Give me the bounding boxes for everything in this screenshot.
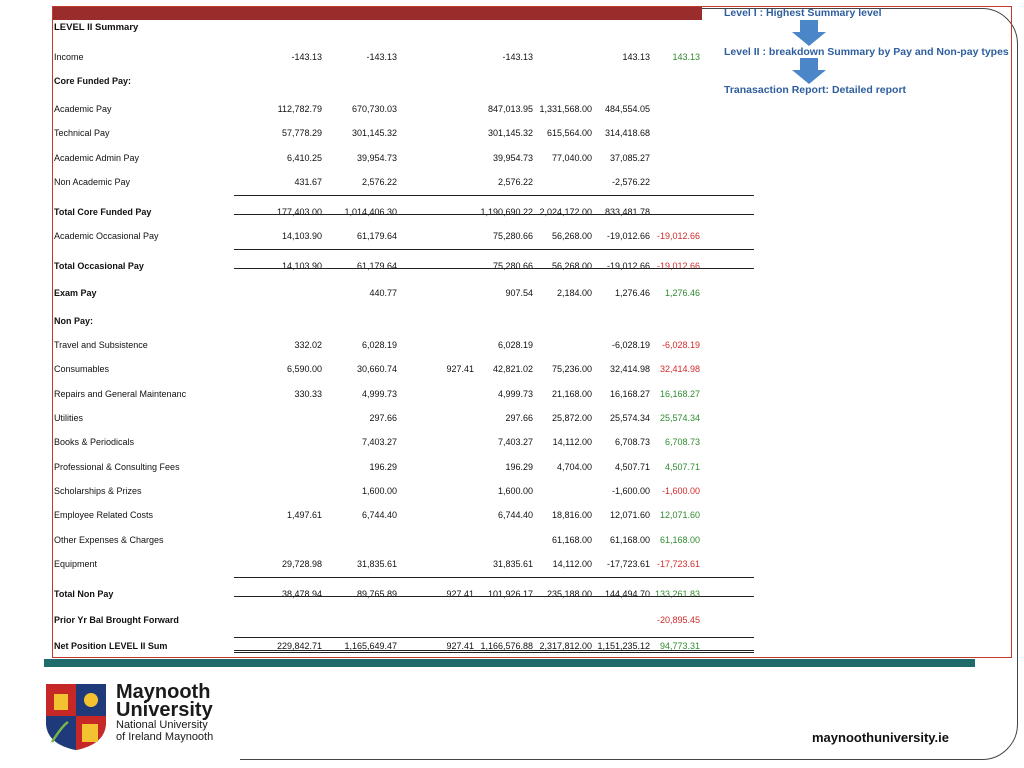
- cell-col-7: -19,012.66: [656, 261, 700, 271]
- cell-col-2: 670,730.03: [351, 104, 397, 114]
- slide-margin: [0, 0, 52, 768]
- table-rule: [234, 637, 754, 638]
- arrow-down-icon: [792, 20, 826, 46]
- cell-col-2: 39,954.73: [356, 153, 397, 163]
- cell-col-2: 301,145.32: [351, 128, 397, 138]
- cell-col-4: 1,190,690.22: [480, 207, 533, 217]
- cell-col-1: -143.13: [291, 52, 322, 62]
- cell-col-1: 14,103.90: [281, 231, 322, 241]
- cell-col-2: -143.13: [366, 52, 397, 62]
- cell-col-5: 14,112.00: [552, 559, 592, 569]
- row-label: Academic Admin Pay: [54, 153, 140, 163]
- cell-col-3: 927.41: [446, 589, 474, 599]
- table-rule: [234, 249, 754, 250]
- table-rule: [234, 214, 754, 215]
- cell-col-4: 6,028.19: [497, 340, 533, 350]
- cell-col-7: 143.13: [672, 52, 700, 62]
- cell-col-1: 1,497.61: [286, 510, 322, 520]
- cell-col-2: 1,014,406.30: [344, 207, 397, 217]
- row-label: Non Pay:: [54, 316, 94, 326]
- cell-col-6: 144,494.70: [604, 589, 650, 599]
- row-label: Non Academic Pay: [54, 177, 131, 187]
- row-label: Other Expenses & Charges: [54, 535, 164, 545]
- cell-col-4: 7,403.27: [497, 437, 533, 447]
- university-crest-icon: [44, 682, 108, 752]
- logo-title-line2: University: [116, 699, 213, 721]
- cell-col-6: 6,708.73: [614, 437, 650, 447]
- cell-col-2: 2,576.22: [361, 177, 397, 187]
- cell-col-5: 2,184.00: [556, 288, 592, 298]
- cell-col-1: 177,403.00: [276, 207, 322, 217]
- cell-col-5: 21,168.00: [551, 389, 592, 399]
- cell-col-7: 25,574.34: [659, 413, 700, 423]
- cell-col-5: 2,024,172.00: [539, 207, 592, 217]
- table-rule: [234, 650, 754, 653]
- cell-col-1: 57,778.29: [281, 128, 322, 138]
- table-title: LEVEL II Summary: [54, 22, 139, 33]
- cell-col-1: 112,782.79: [277, 104, 322, 114]
- cell-col-5: 56,268.00: [551, 231, 592, 241]
- cell-col-1: 332.02: [294, 340, 322, 350]
- arrow-down-icon: [792, 58, 826, 84]
- legend-transaction: Tranasaction Report: Detailed report: [724, 84, 907, 96]
- level-ii-summary-table: [52, 20, 704, 651]
- row-label: Technical Pay: [54, 128, 110, 138]
- cell-col-3: 927.41: [446, 364, 474, 374]
- cell-col-1: 6,410.25: [286, 153, 322, 163]
- row-label: Academic Pay: [54, 104, 112, 114]
- cell-col-6: 1,151,235.12: [597, 641, 650, 651]
- cell-col-1: 29,728.98: [281, 559, 322, 569]
- cell-col-2: 196.29: [369, 462, 397, 472]
- row-label: Utilities: [54, 413, 84, 423]
- cell-col-4: 4,999.73: [497, 389, 533, 399]
- cell-col-4: 75,280.66: [492, 261, 533, 271]
- row-label: Total Occasional Pay: [54, 261, 144, 271]
- row-label: Total Core Funded Pay: [54, 207, 152, 217]
- cell-col-7: 133,261.83: [654, 589, 700, 599]
- cell-col-1: 330.33: [294, 389, 322, 399]
- cell-col-6: -19,012.66: [606, 261, 650, 271]
- table-rule: [234, 577, 754, 578]
- row-label: Consumables: [54, 364, 110, 374]
- cell-col-3: 927.41: [446, 641, 474, 651]
- cell-col-7: 4,507.71: [664, 462, 700, 472]
- cell-col-6: 12,071.60: [609, 510, 650, 520]
- cell-col-5: 14,112.00: [552, 437, 592, 447]
- legend-level2: Level II : breakdown Summary by Pay and Non-pay types: [724, 46, 1009, 58]
- cell-col-5: 2,317,812.00: [539, 641, 592, 651]
- logo-subtitle-line2: of Ireland Maynooth: [116, 731, 214, 743]
- cell-col-5: 1,331,568.00: [539, 104, 592, 114]
- table-rule: [234, 268, 754, 269]
- cell-col-5: 75,236.00: [551, 364, 592, 374]
- table-rule: [234, 195, 754, 196]
- logo-title-line1: Maynooth: [116, 681, 211, 703]
- cell-col-4: -143.13: [502, 52, 533, 62]
- cell-col-5: 615,564.00: [546, 128, 592, 138]
- cell-col-6: -19,012.66: [606, 231, 650, 241]
- cell-col-6: 25,574.34: [609, 413, 650, 423]
- cell-col-4: 39,954.73: [492, 153, 533, 163]
- cell-col-5: 25,872.00: [551, 413, 592, 423]
- row-label: Travel and Subsistence: [54, 340, 148, 350]
- cell-col-7: -1,600.00: [661, 486, 700, 496]
- cell-col-6: -6,028.19: [611, 340, 650, 350]
- row-label: Exam Pay: [54, 288, 97, 298]
- row-label: Books & Periodicals: [54, 437, 135, 447]
- cell-col-7: 6,708.73: [664, 437, 700, 447]
- cell-col-5: 18,816.00: [551, 510, 592, 520]
- cell-col-2: 31,835.61: [356, 559, 397, 569]
- cell-col-7: -6,028.19: [661, 340, 700, 350]
- cell-col-6: 16,168.27: [609, 389, 650, 399]
- row-label: Core Funded Pay:: [54, 76, 132, 86]
- cell-col-6: 1,276.46: [614, 288, 650, 298]
- row-label: Professional & Consulting Fees: [54, 462, 180, 472]
- header-bar: [53, 7, 702, 20]
- table-title-row: [52, 20, 704, 34]
- cell-col-4: 2,576.22: [497, 177, 533, 187]
- cell-col-5: 56,268.00: [551, 261, 592, 271]
- cell-col-1: 229,842.71: [276, 641, 322, 651]
- cell-col-2: 89,765.89: [356, 589, 397, 599]
- cell-col-1: 38,478.94: [281, 589, 322, 599]
- row-label: Repairs and General Maintenanc: [54, 389, 187, 399]
- cell-col-2: 6,744.40: [361, 510, 397, 520]
- cell-col-7: 61,168.00: [659, 535, 700, 545]
- cell-col-6: 4,507.71: [614, 462, 650, 472]
- cell-col-2: 30,660.74: [356, 364, 397, 374]
- row-label: Prior Yr Bal Brought Forward: [54, 615, 179, 625]
- cell-col-2: 6,028.19: [361, 340, 397, 350]
- cell-col-5: 77,040.00: [551, 153, 592, 163]
- cell-col-6: 61,168.00: [609, 535, 650, 545]
- cell-col-6: 32,414.98: [609, 364, 650, 374]
- row-label: Scholarships & Prizes: [54, 486, 142, 496]
- cell-col-6: -17,723.61: [606, 559, 650, 569]
- cell-col-6: 37,085.27: [609, 153, 650, 163]
- cell-col-6: -2,576.22: [611, 177, 650, 187]
- cell-col-7: -17,723.61: [656, 559, 700, 569]
- website-url[interactable]: maynoothuniversity.ie: [812, 730, 950, 745]
- cell-col-6: 143.13: [622, 52, 650, 62]
- cell-col-6: 833,481.78: [604, 207, 650, 217]
- row-label: Total Non Pay: [54, 589, 114, 599]
- cell-col-4: 1,166,576.88: [480, 641, 533, 651]
- row-label: Net Position LEVEL II Sum: [54, 641, 168, 651]
- cell-col-7: -20,895.45: [656, 615, 700, 625]
- cell-col-2: 297.66: [369, 413, 397, 423]
- row-label: Equipment: [54, 559, 98, 569]
- row-label: Income: [54, 52, 84, 62]
- cell-col-5: 4,704.00: [556, 462, 592, 472]
- cell-col-4: 1,600.00: [497, 486, 533, 496]
- cell-col-7: -19,012.66: [656, 231, 700, 241]
- cell-col-5: 235,188.00: [546, 589, 592, 599]
- row-label: Employee Related Costs: [54, 510, 154, 520]
- cell-col-4: 101,926.17: [487, 589, 533, 599]
- cell-col-2: 61,179.64: [356, 261, 397, 271]
- footer-bar: [44, 659, 975, 667]
- cell-col-6: 484,554.05: [604, 104, 650, 114]
- row-label: Academic Occasional Pay: [54, 231, 159, 241]
- cell-col-2: 1,165,649.47: [344, 641, 397, 651]
- cell-col-1: 6,590.00: [286, 364, 322, 374]
- cell-col-4: 42,821.02: [492, 364, 533, 374]
- cell-col-7: 16,168.27: [659, 389, 700, 399]
- cell-col-6: 314,418.68: [604, 128, 650, 138]
- cell-col-2: 1,600.00: [361, 486, 397, 496]
- cell-col-7: 12,071.60: [659, 510, 700, 520]
- cell-col-1: 431.67: [294, 177, 322, 187]
- cell-col-4: 301,145.32: [487, 128, 533, 138]
- cell-col-7: 94,773.31: [659, 641, 700, 651]
- cell-col-4: 847,013.95: [487, 104, 533, 114]
- cell-col-4: 6,744.40: [497, 510, 533, 520]
- legend-level1: Level I : Highest Summary level: [724, 7, 882, 19]
- cell-col-2: 4,999.73: [361, 389, 397, 399]
- university-logo-text: [116, 683, 213, 743]
- cell-col-2: 7,403.27: [361, 437, 397, 447]
- cell-col-4: 297.66: [505, 413, 533, 423]
- cell-col-2: 61,179.64: [356, 231, 397, 241]
- cell-col-4: 75,280.66: [492, 231, 533, 241]
- cell-col-6: -1,600.00: [611, 486, 650, 496]
- cell-col-2: 440.77: [369, 288, 397, 298]
- cell-col-5: 61,168.00: [551, 535, 592, 545]
- cell-col-4: 196.29: [505, 462, 533, 472]
- cell-col-7: 1,276.46: [664, 288, 700, 298]
- cell-col-7: 32,414.98: [659, 364, 700, 374]
- cell-col-4: 31,835.61: [492, 559, 533, 569]
- logo-subtitle-line1: National University: [116, 719, 208, 731]
- cell-col-1: 14,103.90: [281, 261, 322, 271]
- cell-col-4: 907.54: [505, 288, 533, 298]
- table-rule: [234, 596, 754, 597]
